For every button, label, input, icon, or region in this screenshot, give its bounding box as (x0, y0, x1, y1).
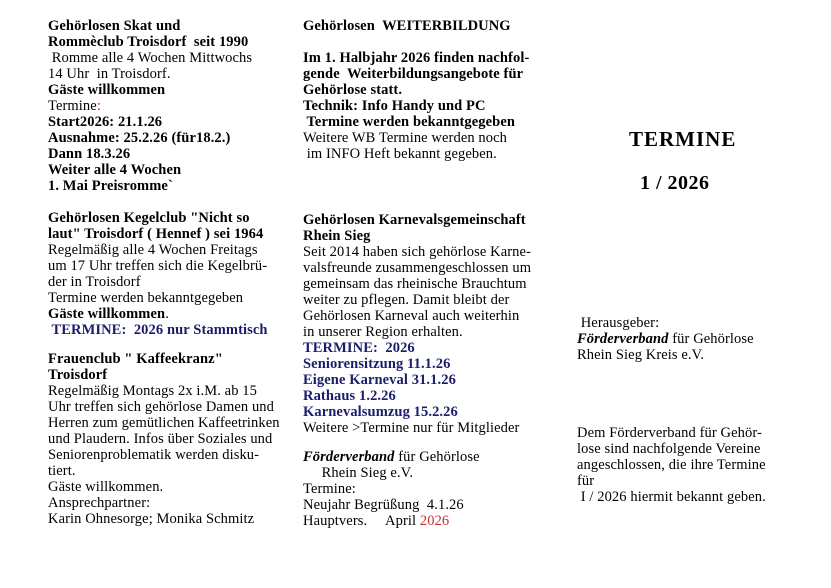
text-line (577, 473, 766, 489)
text-segment: Seniorensitzung 11.1.26 (303, 356, 451, 372)
text-segment: in unserer Region erhalten. (303, 324, 463, 340)
text-line (303, 324, 531, 340)
text-segment: Gehörlosen Skat und (48, 18, 181, 34)
text-segment: Weiter alle 4 Wochen (48, 162, 182, 178)
skat-rommeclub-section (48, 18, 252, 194)
text-segment: valsfreunde zusammengeschlossen um (303, 260, 532, 276)
text-segment: Förderverband (303, 449, 395, 465)
text-segment: Gehörlosen Karneval auch weiterhin (303, 308, 520, 324)
text-line (303, 481, 480, 497)
text-segment: Rhein Sieg Kreis e.V. (577, 347, 705, 363)
text-line (48, 495, 280, 511)
text-line (577, 425, 766, 441)
text-segment: Ausnahme: 25.2.26 (für18.2.) (48, 130, 231, 146)
text-line (303, 18, 529, 34)
text-segment: Herausgeber: (577, 315, 660, 331)
text-segment: Rommèclub Troisdorf seit 1990 (48, 34, 249, 50)
text-line (48, 114, 252, 130)
text-line (303, 404, 531, 420)
text-line (303, 388, 531, 404)
text-line (48, 210, 268, 226)
text-line (48, 146, 252, 162)
text-line (48, 351, 280, 367)
text-line (48, 306, 268, 322)
text-line (303, 260, 531, 276)
text-segment: Termine werden bekanntgegeben (303, 114, 516, 130)
text-line (577, 441, 766, 457)
text-segment: angeschlossen, die ihre Termine (577, 457, 766, 473)
text-segment: um 17 Uhr treffen sich die Kegelbrü- (48, 258, 268, 274)
text-line (48, 383, 280, 399)
text-segment: Termine werden bekanntgegeben (48, 290, 244, 306)
text-line (303, 228, 531, 244)
text-segment: Rhein Sieg (303, 228, 371, 244)
text-segment: Regelmäßig alle 4 Wochen Freitags (48, 242, 258, 258)
text-segment: weiter zu pflegen. Damit bleibt der (303, 292, 510, 308)
text-segment: 1. Mai Preisromme` (48, 178, 173, 194)
text-line (48, 50, 252, 66)
text-segment: Termine (48, 98, 97, 114)
text-segment: TERMINE: 2026 nur Stammtisch (48, 322, 268, 338)
text-line (48, 367, 280, 383)
text-segment: Gehörlosen Kegelclub "Nicht so (48, 210, 250, 226)
text-segment: Gehörlosen Karnevalsgemeinschaft (303, 212, 526, 228)
text-line (48, 66, 252, 82)
text-segment: Gäste willkommen (48, 82, 166, 98)
text-line (303, 98, 529, 114)
text-segment: Hauptvers. April (303, 513, 420, 529)
text-line (48, 399, 280, 415)
text-line (48, 258, 268, 274)
text-line (303, 114, 529, 130)
text-segment: Romme alle 4 Wochen Mittwochs (48, 50, 253, 66)
text-segment: gemeinsam das rheinische Brauchtum (303, 276, 527, 292)
text-line (48, 98, 252, 114)
text-line (48, 431, 280, 447)
text-segment: Gäste willkommen (48, 306, 166, 322)
frauenclub-section (48, 351, 280, 527)
page-title: TERMINE (629, 127, 737, 151)
text-line (577, 315, 754, 331)
text-segment: Start2026: 21.1.26 (48, 114, 163, 130)
text-segment: Uhr treffen sich gehörlose Damen und (48, 399, 274, 415)
text-segment: Karin Ohnesorge; Monika Schmitz (48, 511, 255, 527)
text-line (303, 356, 531, 372)
text-segment: lose sind nachfolgende Vereine (577, 441, 761, 457)
text-segment: für (577, 473, 595, 489)
text-segment: Seit 2014 haben sich gehörlose Karne- (303, 244, 531, 260)
text-line (48, 511, 280, 527)
text-segment: I / 2026 hiermit bekannt geben. (577, 489, 766, 505)
text-segment: laut" Troisdorf ( Hennef ) sei 1964 (48, 226, 264, 242)
text-line (303, 82, 529, 98)
text-segment: Herren zum gemütlichen Kaffeetrinken (48, 415, 280, 431)
text-segment: Ansprechpartner: (48, 495, 151, 511)
text-line (48, 447, 280, 463)
text-line (303, 130, 529, 146)
text-line (303, 146, 529, 162)
text-segment: Technik: Info Handy und PC (303, 98, 486, 114)
text-segment: 14 Uhr in Troisdorf. (48, 66, 171, 82)
text-segment: Troisdorf (48, 367, 108, 383)
foerderverband-termine-section (303, 449, 480, 529)
text-segment: Frauenclub " Kaffeekranz" (48, 351, 223, 367)
text-segment: Gäste willkommen. (48, 479, 164, 495)
text-segment: Im 1. Halbjahr 2026 finden nachfol- (303, 50, 530, 66)
text-line (48, 322, 268, 338)
text-segment: Eigene Karneval 31.1.26 (303, 372, 456, 388)
text-segment: 2026 (419, 513, 450, 529)
text-line (303, 372, 531, 388)
text-line (577, 489, 766, 505)
text-line (303, 465, 480, 481)
text-segment: Weitere WB Termine werden noch (303, 130, 508, 146)
text-line (48, 463, 280, 479)
text-segment: für Gehörlose (394, 449, 480, 465)
text-line (48, 178, 252, 194)
text-line (48, 242, 268, 258)
text-line (303, 34, 529, 50)
text-line (303, 497, 480, 513)
text-line (303, 340, 531, 356)
text-line (303, 292, 531, 308)
herausgeber-section (577, 315, 754, 363)
text-segment: Gehörlosen WEITERBILDUNG (303, 18, 511, 34)
text-segment: Rhein Sieg e.V. (303, 465, 414, 481)
text-line (48, 415, 280, 431)
text-segment: für Gehörlose (668, 331, 754, 347)
text-line (48, 226, 268, 242)
text-segment: gende Weiterbildungsangebote für (303, 66, 524, 82)
text-line (303, 50, 529, 66)
text-line (48, 290, 268, 306)
text-line (48, 162, 252, 178)
text-line (48, 82, 252, 98)
issue-number: 1 / 2026 (640, 172, 710, 194)
text-segment: . (165, 306, 169, 322)
text-segment: Neujahr Begrüßung 4.1.26 (303, 497, 464, 513)
text-segment: Seniorenproblematik werden disku- (48, 447, 260, 463)
text-segment: Weitere >Termine nur für Mitglieder (303, 420, 520, 436)
text-segment: Rathaus 1.2.26 (303, 388, 396, 404)
text-line (303, 66, 529, 82)
text-line (577, 331, 754, 347)
text-segment: TERMINE: 2026 (303, 340, 415, 356)
weiterbildung-section (303, 18, 529, 162)
text-segment: tiert. (48, 463, 76, 479)
text-segment: Regelmäßig Montags 2x i.M. ab 15 (48, 383, 257, 399)
kegelclub-section (48, 210, 268, 338)
foerderverband-note-section (577, 425, 766, 505)
text-segment: der in Troisdorf (48, 274, 141, 290)
karnevalsgemeinschaft-section (303, 212, 531, 436)
text-line (48, 274, 268, 290)
text-line (577, 347, 754, 363)
text-segment: und Plaudern. Infos über Soziales und (48, 431, 273, 447)
text-line (303, 276, 531, 292)
text-line (303, 513, 480, 529)
text-line (48, 479, 280, 495)
text-segment: : (96, 98, 101, 114)
text-segment: Förderverband (577, 331, 669, 347)
text-line (303, 308, 531, 324)
text-line (48, 34, 252, 50)
text-segment: Karnevalsumzug 15.2.26 (303, 404, 458, 420)
text-line (303, 420, 531, 436)
text-line (303, 244, 531, 260)
text-line (577, 457, 766, 473)
text-segment: Dem Förderverband für Gehör- (577, 425, 762, 441)
text-line (48, 130, 252, 146)
text-segment: im INFO Heft bekannt gegeben. (303, 146, 497, 162)
text-segment: Dann 18.3.26 (48, 146, 131, 162)
text-segment: Termine: (303, 481, 356, 497)
text-line (48, 18, 252, 34)
text-line (303, 212, 531, 228)
text-line (303, 449, 480, 465)
text-segment: Gehörlose statt. (303, 82, 403, 98)
